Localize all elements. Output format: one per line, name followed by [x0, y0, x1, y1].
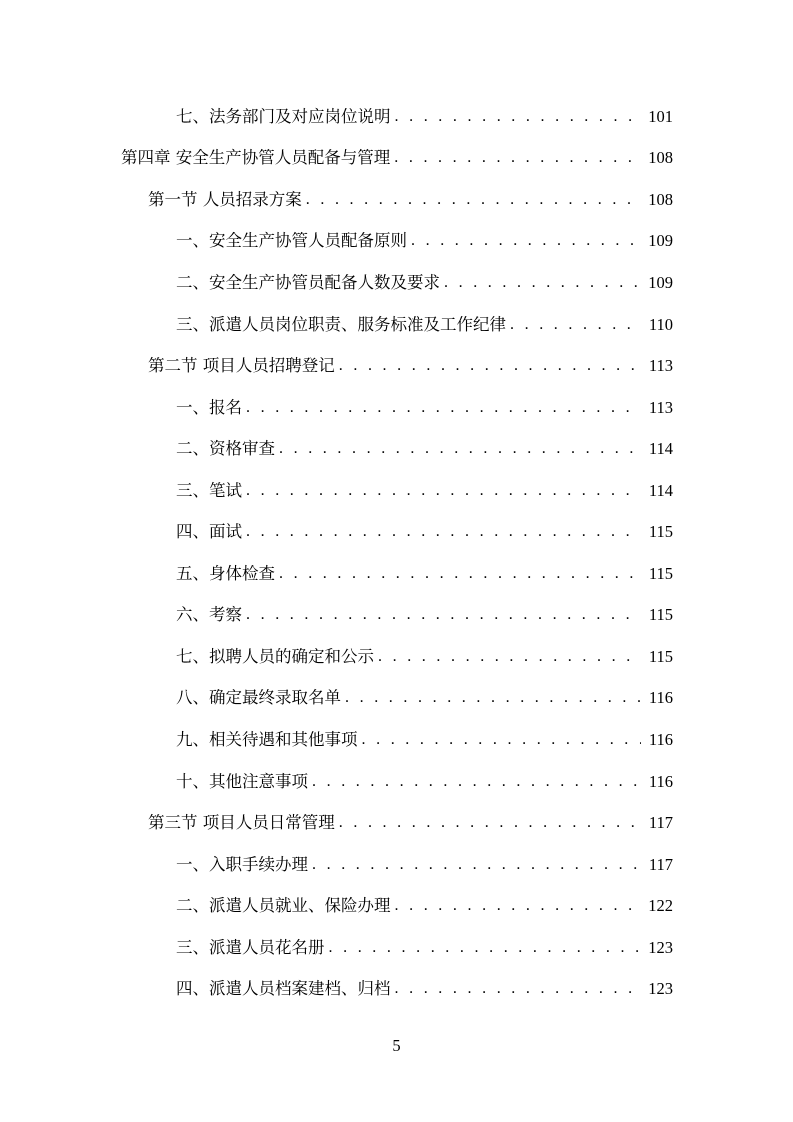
- toc-entry-page-number: 101: [648, 106, 673, 126]
- toc-entry-title: 一、入职手续办理: [176, 854, 308, 874]
- toc-entry-page-number: 123: [648, 979, 673, 999]
- toc-entry-item[interactable]: [0, 470, 793, 512]
- toc-entry-page-number: 115: [648, 605, 673, 625]
- toc-entry-title: 七、法务部门及对应岗位说明: [176, 106, 391, 126]
- toc-entry-page-number: 109: [648, 272, 673, 292]
- toc-dot-leader: [246, 605, 641, 625]
- toc-entry-page-number: 123: [648, 937, 673, 957]
- toc-entry-title: 三、派遣人员岗位职责、服务标准及工作纪律: [176, 314, 506, 334]
- toc-entry-title: 七、拟聘人员的确定和公示: [176, 646, 374, 666]
- toc-entry-section[interactable]: [0, 345, 793, 387]
- toc-entry-item[interactable]: [0, 387, 793, 429]
- toc-entry-page-number: 117: [648, 854, 673, 874]
- toc-entry-title: 二、派遣人员就业、保险办理: [176, 896, 391, 916]
- toc-entry-item[interactable]: [0, 761, 793, 803]
- toc-entry-title: 八、确定最终录取名单: [176, 688, 341, 708]
- toc-dot-leader: [362, 730, 642, 750]
- toc-entry-item[interactable]: [0, 844, 793, 886]
- toc-entry-title: 四、派遣人员档案建档、归档: [176, 979, 391, 999]
- toc-entry-title: 一、安全生产协管人员配备原则: [176, 231, 407, 251]
- toc-entry-page-number: 117: [648, 813, 673, 833]
- toc-entry-title: 六、考察: [176, 605, 242, 625]
- toc-entry-page-number: 116: [648, 729, 673, 749]
- toc-dot-leader: [395, 979, 642, 999]
- toc-dot-leader: [345, 688, 641, 708]
- toc-dot-leader: [378, 647, 641, 667]
- toc-entry-item[interactable]: [0, 719, 793, 761]
- toc-dot-leader: [306, 190, 641, 210]
- toc-entry-title: 四、面试: [176, 522, 242, 542]
- toc-entry-section[interactable]: [0, 179, 793, 221]
- toc-entry-chapter[interactable]: [0, 138, 793, 180]
- toc-entry-page-number: 115: [648, 646, 673, 666]
- toc-entry-title: 三、派遣人员花名册: [176, 937, 325, 957]
- toc-entry-page-number: 114: [648, 480, 673, 500]
- toc-entry-title: 三、笔试: [176, 480, 242, 500]
- toc-entry-item[interactable]: [0, 304, 793, 346]
- toc-dot-leader: [246, 398, 641, 418]
- toc-entry-title: 十、其他注意事项: [176, 771, 308, 791]
- toc-dot-leader: [312, 772, 641, 792]
- toc-entry-page-number: 113: [648, 397, 673, 417]
- toc-dot-leader: [339, 356, 641, 376]
- toc-entry-page-number: 108: [648, 189, 673, 209]
- toc-entry-item[interactable]: [0, 968, 793, 1010]
- toc-dot-leader: [395, 107, 642, 127]
- toc-entry-section[interactable]: [0, 802, 793, 844]
- toc-entry-page-number: 116: [648, 771, 673, 791]
- toc-entry-title: 第二节 项目人员招聘登记: [148, 356, 335, 376]
- toc-dot-leader: [279, 564, 641, 584]
- toc-dot-leader: [312, 855, 641, 875]
- toc-entry-item[interactable]: [0, 553, 793, 595]
- toc-entry-title: 五、身体检查: [176, 563, 275, 583]
- toc-dot-leader: [394, 148, 641, 168]
- toc-dot-leader: [279, 439, 641, 459]
- toc-entry-page-number: 114: [648, 439, 673, 459]
- toc-entry-page-number: 110: [648, 314, 673, 334]
- toc-entry-title: 二、安全生产协管员配备人数及要求: [176, 272, 440, 292]
- table-of-contents: [0, 96, 793, 1010]
- page-number: 5: [392, 1036, 401, 1055]
- toc-entry-page-number: 108: [648, 148, 673, 168]
- toc-entry-title: 一、报名: [176, 397, 242, 417]
- toc-dot-leader: [339, 813, 641, 833]
- toc-entry-page-number: 122: [648, 896, 673, 916]
- toc-dot-leader: [510, 315, 641, 335]
- toc-entry-title: 第一节 人员招录方案: [148, 189, 302, 209]
- toc-entry-item[interactable]: [0, 678, 793, 720]
- toc-dot-leader: [329, 938, 642, 958]
- toc-dot-leader: [246, 481, 641, 501]
- toc-entry-page-number: 109: [648, 231, 673, 251]
- toc-dot-leader: [444, 273, 641, 293]
- toc-dot-leader: [246, 522, 641, 542]
- toc-entry-item[interactable]: [0, 96, 793, 138]
- toc-entry-page-number: 115: [648, 563, 673, 583]
- toc-entry-page-number: 115: [648, 522, 673, 542]
- toc-entry-title: 二、资格审查: [176, 439, 275, 459]
- toc-entry-item[interactable]: [0, 885, 793, 927]
- toc-entry-item[interactable]: [0, 428, 793, 470]
- toc-dot-leader: [411, 231, 641, 251]
- toc-entry-page-number: 116: [648, 688, 673, 708]
- toc-entry-title: 第三节 项目人员日常管理: [148, 813, 335, 833]
- toc-entry-page-number: 113: [648, 356, 673, 376]
- toc-entry-item[interactable]: [0, 511, 793, 553]
- toc-entry-item[interactable]: [0, 636, 793, 678]
- toc-entry-item[interactable]: [0, 595, 793, 637]
- toc-entry-item[interactable]: [0, 221, 793, 263]
- toc-entry-item[interactable]: [0, 927, 793, 969]
- toc-entry-item[interactable]: [0, 262, 793, 304]
- toc-entry-title: 第四章 安全生产协管人员配备与管理: [121, 148, 391, 168]
- toc-dot-leader: [395, 896, 642, 916]
- toc-entry-title: 九、相关待遇和其他事项: [176, 729, 358, 749]
